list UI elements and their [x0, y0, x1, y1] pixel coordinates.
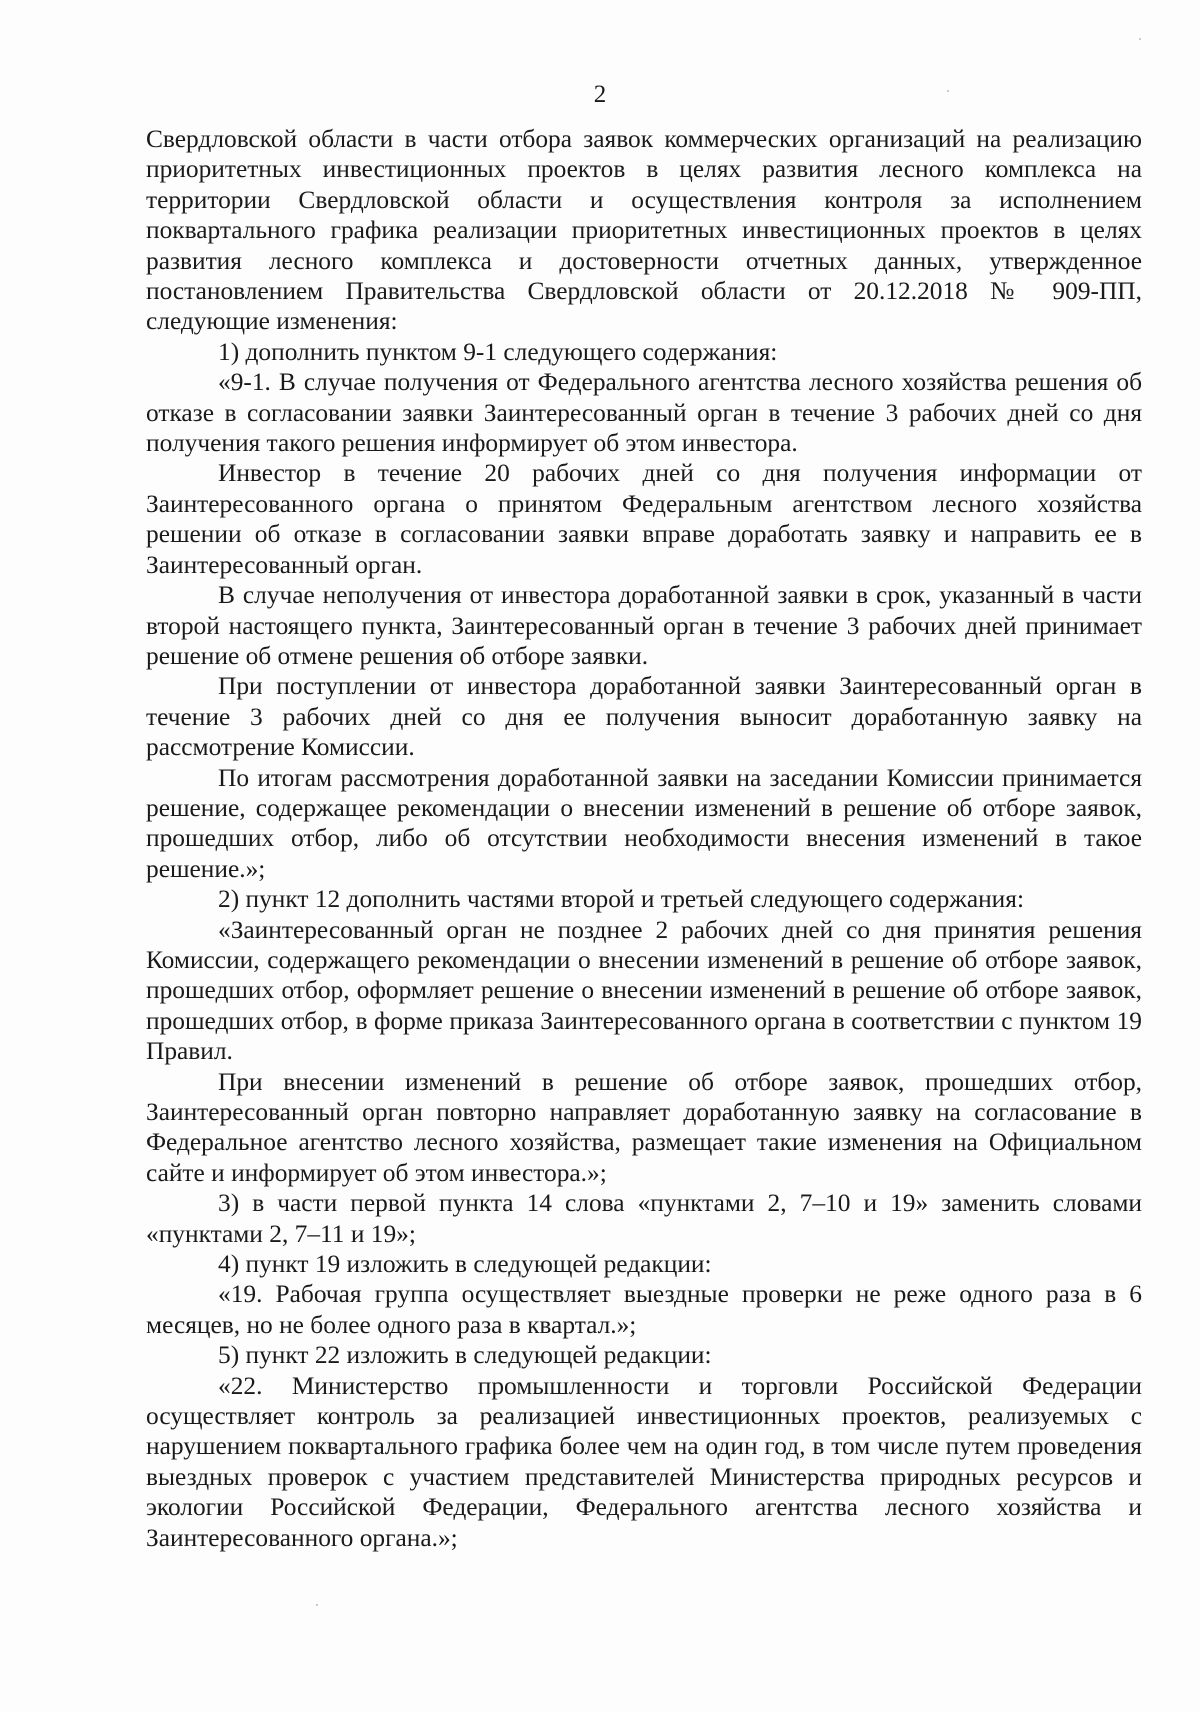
paragraph-commission-decision: По итогам рассмотрения доработанной заявки на заседании Комиссии принимается решение, содержащее рекомендации о внесении изменений в решение об отборе заявок, прошедших отбор, либо об отсутствии необходимости внесения изменений в такое решение.»; [146, 763, 1142, 883]
paragraph-receipt: При поступлении от инвестора доработанной заявки Заинтересованный орган в течение 3 рабочих дней со дня ее получения выносит доработанную заявку на рассмотрение Комиссии. [146, 672, 1142, 762]
paragraph-item-5: 5) пункт 22 изложить в следующей редакции: [218, 1341, 712, 1370]
page-number: 2 [593, 81, 607, 108]
paragraph-investor-deadline: Инвестор в течение 20 рабочих дней со дня получения информации от Заинтересованного органа о принятом Федеральным агентством лесного хозяйства решении об отказе в согласовании заявки вправе доработать заявку и направить ее в Заинтересованный орган. [146, 459, 1142, 579]
paragraph-quote-12-part-3: При внесении изменений в решение об отборе заявок, прошедших отбор, Заинтересованный орган повторно направляет доработанную заявку на согласование в Федеральное агентство лесного хозяйства, размещает такие изменения на Официальном сайте и информирует об этом инвестора.»; [146, 1067, 1142, 1187]
paragraph-item-2: 2) пункт 12 дополнить частями второй и третьей следующего содержания: [218, 885, 1025, 914]
paragraph-quote-22: «22. Министерство промышленности и торговли Российской Федерации осуществляет контроль за реализацией инвестиционных проектов, реализуемых с нарушением поквартального графика более чем на один год, в том числе путем проведения выездных проверок с участием представителей Министерства природных ресурсов и экологии Российской Федерации, Федерального агентства лесного хозяйства и Заинтересованного органа.»; [146, 1371, 1142, 1552]
scan-speck [316, 1604, 318, 1606]
paragraph-item-4: 4) пункт 19 изложить в следующей редакции: [218, 1250, 712, 1279]
scan-speck [1139, 38, 1141, 40]
paragraph-quote-12-part-2: «Заинтересованный орган не позднее 2 рабочих дней со дня принятия решения Комиссии, содержащего рекомендации о внесении изменений в решение об отборе заявок, прошедших отбор, оформляет решение о внесении изменений в решение об отборе заявок, прошедших отбор, в форме приказа Заинтересованного органа в соответствии с пунктом 19 Правил. [146, 915, 1142, 1066]
paragraph-item-3: 3) в части первой пункта 14 слова «пунктами 2, 7–10 и 19» заменить словами «пунктами 2, 7–11 и 19»; [146, 1189, 1142, 1248]
paragraph-quote-9-1: «9-1. В случае получения от Федерального агентства лесного хозяйства решения об отказе в согласовании заявки Заинтересованный орган в течение 3 рабочих дней со дня получения такого решения информирует об этом инвестора. [146, 368, 1142, 458]
paragraph-non-receipt: В случае неполучения от инвестора доработанной заявки в срок, указанный в части второй настоящего пункта, Заинтересованный орган в течение 3 рабочих дней принимает решение об отмене решения об отборе заявки. [146, 581, 1142, 670]
paragraph-quote-19: «19. Рабочая группа осуществляет выездные проверки не реже одного раза в 6 месяцев, но не более одного раза в квартал.»; [146, 1280, 1142, 1339]
paragraph-item-1: 1) дополнить пунктом 9-1 следующего содержания: [218, 337, 778, 366]
scan-speck [947, 90, 949, 92]
document-body [146, 124, 1142, 1553]
paragraph-continuation: Свердловской области в части отбора заявок коммерческих организаций на реализацию приоритетных инвестиционных проектов в целях развития лесного комплекса на территории Свердловской области и осуществления контроля за исполнением поквартального графика реализации приоритетных инвестиционных проектов в целях развития лесного комплекса и достоверности отчетных данных, утвержденное постановлением Правительства Свердловской области от 20.12.2018 № 909-ПП, следующие изменения: [146, 125, 1142, 336]
